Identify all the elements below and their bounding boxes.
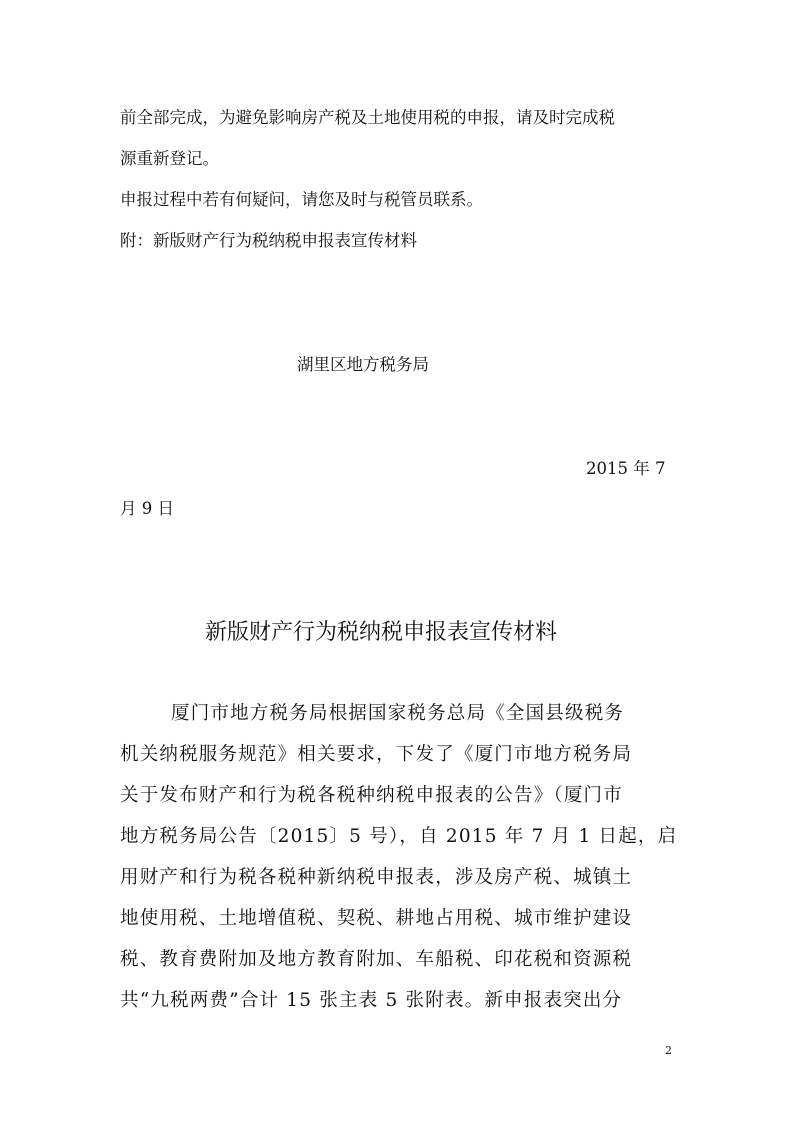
- article-title: 新版财产行为税纳税申报表宣传材料: [205, 620, 558, 645]
- page-number: 2: [665, 1044, 672, 1057]
- date-part-2: 月 9 日: [120, 499, 174, 518]
- notice-line-1: 前全部完成，为避免影响房产税及土地使用税的申报，请及时完成税: [120, 108, 615, 127]
- signature: 湖里区地方税务局: [297, 355, 429, 374]
- article-line: 税、教育费附加及地方教育附加、车船税、印花税和资源税: [120, 949, 633, 970]
- article-line: 地使用税、土地增值税、契税、耕地占用税、城市维护建设: [120, 908, 633, 929]
- article-line: 地方税务局公告〔2015〕5 号），自 2015 年 7 月 1 日起，启: [120, 826, 678, 847]
- article-line: 关于发布财产和行为税各税种纳税申报表的公告》（厦门市: [120, 785, 623, 806]
- article-line: 厦门市地方税务局根据国家税务总局《全国县级税务: [171, 703, 625, 724]
- article-line: 共“九税两费”合计 15 张主表 5 张附表。新申报表突出分: [120, 990, 623, 1011]
- notice-line-3: 申报过程中若有何疑问，请您及时与税管员联系。: [120, 190, 483, 209]
- notice-line-4: 附：新版财产行为税纳税申报表宣传材料: [120, 231, 417, 250]
- notice-line-2: 源重新登记。: [120, 149, 219, 168]
- article-line: 用财产和行为税各税种新纳税申报表，涉及房产税、城镇土: [120, 867, 633, 888]
- article-line: 机关纳税服务规范》相关要求，下发了《厦门市地方税务局: [120, 744, 633, 765]
- date-part-1: 2015 年 7: [586, 459, 666, 478]
